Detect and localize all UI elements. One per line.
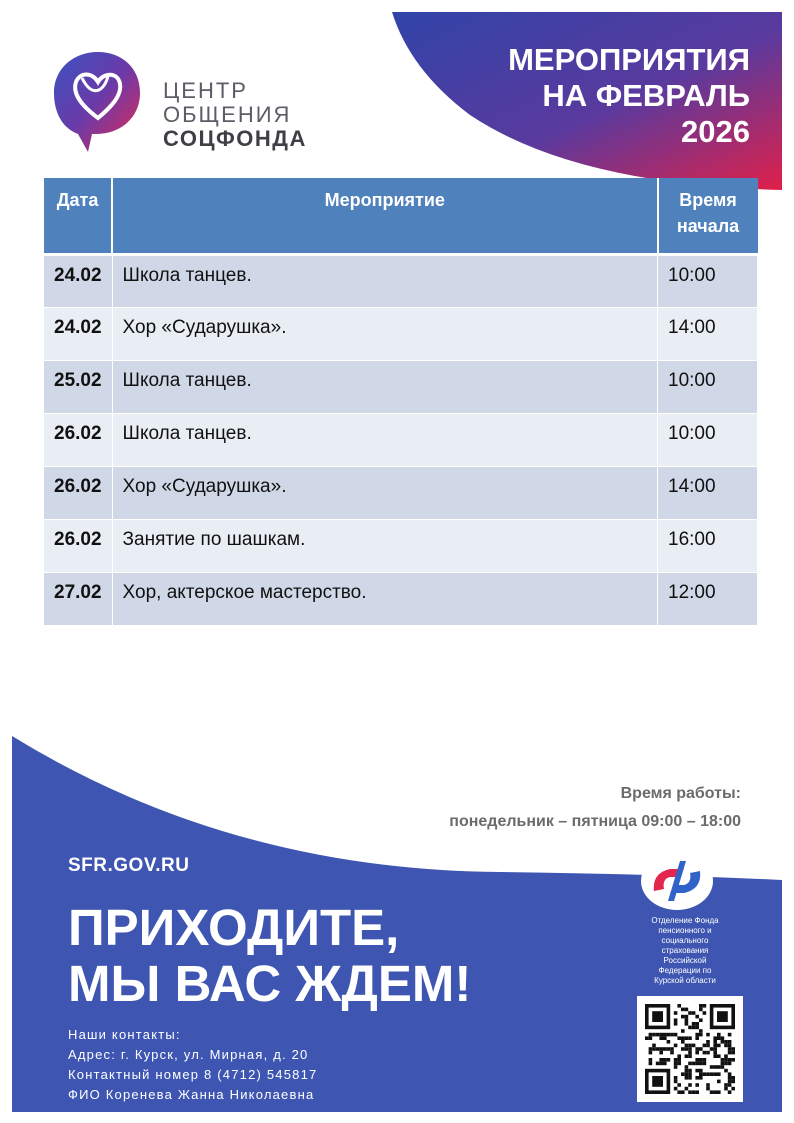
table-row [44,307,758,360]
table-header-row [44,178,758,254]
org-line: Отделение Фонда [651,916,719,925]
contacts-title: Наши контакты: [68,1027,181,1042]
sfr-logo-icon [640,851,714,911]
row-date: 25.02 [44,360,112,413]
row-date: 26.02 [44,413,112,466]
table-row [44,572,758,625]
title-line-3: 2026 [681,114,750,149]
qr-code-icon[interactable] [637,996,743,1102]
table-row [44,254,758,307]
row-date: 27.02 [44,572,112,625]
header-date: Дата [44,178,112,254]
row-time: 10:00 [658,360,758,413]
working-hours [449,780,741,836]
org-line: Федерации по [658,966,712,975]
logo-line-3: СОЦФОНДА [163,126,307,151]
row-event: Хор «Сударушка». [112,307,657,360]
logo-line-1: ЦЕНТР [163,78,248,103]
header-time-line-2: начала [676,216,740,236]
row-time: 16:00 [658,519,758,572]
org-line: Российской [663,956,707,965]
row-date: 24.02 [44,254,112,307]
header-time [658,178,758,254]
row-date: 24.02 [44,307,112,360]
website-link[interactable]: SFR.GOV.RU [68,855,190,876]
row-time: 14:00 [658,307,758,360]
row-time: 10:00 [658,254,758,307]
org-line: социального [661,936,709,945]
slogan [68,900,471,1012]
header-time-line-1: Время [679,190,737,210]
row-event: Хор, актерское мастерство. [112,572,657,625]
row-event: Хор «Сударушка». [112,466,657,519]
table-row [44,360,758,413]
org-line: страхования [661,946,709,955]
page-title [508,42,750,150]
schedule-table [44,178,758,626]
hours-label: Время работы: [620,785,741,802]
heart-speech-logo-icon [52,48,144,152]
row-date: 26.02 [44,466,112,519]
org-line: пенсионного и [658,926,712,935]
org-line: Курской области [654,976,716,985]
title-line-1: МЕРОПРИЯТИЯ [508,42,750,77]
sfr-org-name [640,916,730,986]
row-time: 14:00 [658,466,758,519]
slogan-line-2: МЫ ВАС ЖДЕМ! [68,955,472,1012]
row-event: Школа танцев. [112,413,657,466]
qr-code-graphic [637,996,743,1102]
row-time: 10:00 [658,413,758,466]
row-event: Школа танцев. [112,360,657,413]
logo-wordmark [163,80,307,152]
row-event: Школа танцев. [112,254,657,307]
table-row [44,466,758,519]
table-row [44,519,758,572]
contacts-block [68,1025,317,1105]
slogan-line-1: ПРИХОДИТЕ, [68,899,400,956]
hours-value: понедельник – пятница 09:00 – 18:00 [449,813,741,830]
row-time: 12:00 [658,572,758,625]
header-event: Мероприятие [112,178,657,254]
contacts-person: ФИО Коренева Жанна Николаевна [68,1087,315,1102]
row-date: 26.02 [44,519,112,572]
table-row [44,413,758,466]
row-event: Занятие по шашкам. [112,519,657,572]
contacts-address: Адрес: г. Курск, ул. Мирная, д. 20 [68,1047,309,1062]
title-line-2: НА ФЕВРАЛЬ [542,78,750,113]
contacts-phone: Контактный номер 8 (4712) 545817 [68,1067,318,1082]
logo-line-2: ОБЩЕНИЯ [163,102,292,127]
